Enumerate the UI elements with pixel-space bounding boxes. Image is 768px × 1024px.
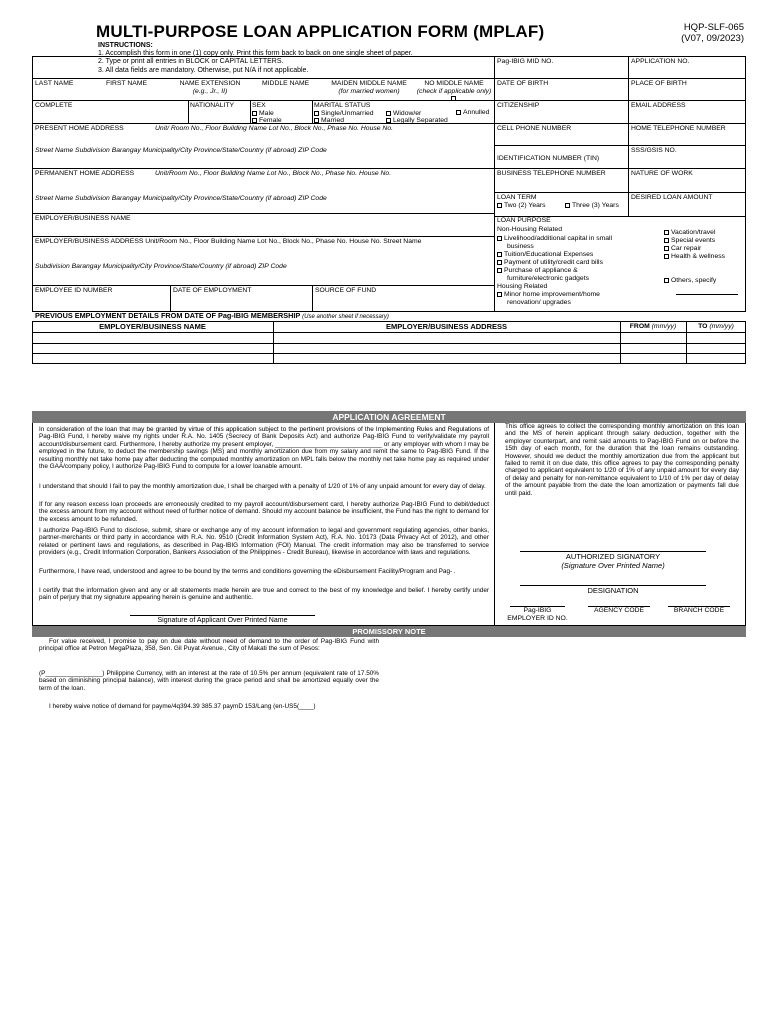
two-years-checkbox[interactable] (497, 203, 502, 208)
male-label: Male (259, 110, 274, 117)
purpose-utility[interactable] (497, 259, 603, 267)
annulled-label: Annulled (463, 109, 490, 116)
label-name-extension (170, 80, 250, 95)
label-employer-name: EMPLOYER/BUSINESS NAME (35, 215, 131, 222)
livelihood-label: Livelihood/additional capital in small (504, 235, 613, 242)
label-date-of-employment: DATE OF EMPLOYMENT (173, 287, 252, 294)
others-label: Others, specify (671, 277, 717, 284)
promissory-paragraph-1: For value received, I promise to pay on due date without need of demand to the order of Pag-IBIG Fund with principal office at Petron MegaPlaza, 358, Sen. Gil Puyat Avenue., City of Makati the sum of Pesos: (39, 638, 379, 653)
label-marital-status: MARITAL STATUS (314, 102, 371, 109)
agreement-paragraph-4: I authorize Pag-IBIG Fund to disclose, submit, share or exchange any of my account information to legal and government regulating agencies, other banks, partner-merchants or third party in accordance with R.A. No. 9510 (Credit Information System Act), R.A. No. 10173 (Data Privacy Act of 2012), and other related or pertinent laws and regulations, as described in Pag-IBIG Information (FOI) Manual. The credit information may also be transferred to service providers (e.g., Credit Information Corporation, Bankers Association of the Philippines - Credit Bureau), likewise in accordance with laws and regulations. (39, 527, 489, 557)
male-checkbox[interactable] (252, 111, 257, 116)
previous-employment-title: PREVIOUS EMPLOYMENT DETAILS FROM DATE OF Pag-IBIG MEMBERSHIP (35, 311, 301, 320)
previous-employment-note: (Use another sheet if necessary) (302, 314, 389, 320)
single-label: Single/Unmarried (321, 110, 374, 117)
divider (494, 192, 746, 193)
no-middle-hint: (check if applicable only) (416, 87, 492, 95)
divider (250, 100, 251, 123)
agreement-paragraph-6: I certify that the information given and any or all statements made herein are true and correct to the best of my knowledge and belief. I hereby certify under pain of perjury that my signature appearing herein is genuine and authentic. (39, 587, 489, 602)
label-date-of-birth: DATE OF BIRTH (497, 80, 549, 87)
female-label: Female (259, 117, 282, 124)
label-maiden-middle-name (324, 80, 414, 95)
label-employer-address: EMPLOYER/BUSINESS ADDRESS Unit/Room No., Floor Building Name Lot No., Block No., Phase No. House No. Street Name (35, 238, 422, 245)
col-from (620, 323, 686, 331)
col-from-label: FROM (629, 323, 650, 330)
no-middle-text: NO MIDDLE NAME (424, 80, 484, 87)
agreement-paragraph-2: I understand that should I fail to pay the monthly amortization due, I shall be charged with a penalty of 1/20 of 1% of any unpaid amount for every day of delay. (39, 483, 486, 490)
purpose-appliance[interactable] (497, 267, 578, 275)
present-address-parts-1: Unit/ Room No., Floor Building Name Lot No., Block No., Phase No. House No. (155, 125, 393, 132)
divider (494, 423, 495, 626)
divider (32, 332, 746, 333)
widow-label: Widow/er (393, 110, 422, 117)
female-checkbox[interactable] (252, 118, 257, 123)
appliance-checkbox[interactable] (497, 268, 502, 273)
divider (170, 285, 171, 312)
present-address-parts-2: Street Name Subdivision Barangay Municipality/City Province/State/Country (if abroad) ZIP Code (35, 147, 327, 154)
home-improvement-checkbox[interactable] (497, 292, 502, 297)
designation-label: DESIGNATION (587, 586, 639, 595)
annulled-checkbox[interactable] (456, 110, 461, 115)
others-checkbox[interactable] (664, 278, 669, 283)
divider (188, 100, 189, 123)
purpose-home-improvement-2: renovation/ upgrades (507, 299, 571, 306)
marital-married-option[interactable] (314, 117, 344, 125)
agreement-paragraph-1: In consideration of the loan that may be granted by virtue of this application subject to the pertinent provisions of the Implementing Rules and Regulations of Pag-IBIG Fund, I hereby waive my rights under R.A. No. 1405 (Secrecy of Bank Deposits Act) and authorize Pag-IBIG Fund to verify/validate my payroll account/disbursement card. Furthermore, I hereby authorize my present employer, ______________________________ or any employer with whom I may be employed in the future, to deduct the membership savings (MS) and monthly amortization due from my salary and remit the same to Pag-IBIG Fund. If the resulting monthly net take home pay after deducting the computed monthly amortization on MPL falls below the monthly net take home pay as required under the GAA/company policy, I authorize Pag-IBIG Fund to compute for a lower loanable amount. (39, 426, 489, 471)
divider (494, 123, 746, 124)
branch-code-label: BRANCH CODE (673, 607, 725, 614)
employer-id-label-1: Pag-IBIG (523, 607, 552, 614)
tuition-label: Tuition/Educational Expenses (504, 251, 594, 258)
livelihood-checkbox[interactable] (497, 236, 502, 241)
label-cell-phone: CELL PHONE NUMBER (497, 125, 572, 132)
signature-label: Signature of Applicant Over Printed Name (157, 617, 288, 624)
label-place-of-birth: PLACE OF BIRTH (631, 80, 687, 87)
col-from-unit: (mm/yy) (651, 323, 677, 330)
label-loan-term: LOAN TERM (497, 194, 537, 201)
label-complete: COMPLETE (35, 102, 73, 109)
label-employee-id: EMPLOYEE ID NUMBER (35, 287, 113, 294)
agreement-paragraph-3: If for any reason excess loan proceeds are erroneously credited to my payroll account/disbursement card, I hereby authorize Pag-IBIG Fund to debit/deduct the excess amount from my account without need of further notice of demand. Should my account balance be insufficient, the Fund has the right to demand for the excess amount to be refunded. (39, 501, 489, 523)
form-version: (V07, 09/2023) (681, 33, 744, 44)
purpose-vacation[interactable] (664, 229, 715, 237)
appliance-label: Purchase of appliance & (504, 267, 578, 274)
employer-agreement-text: This office agrees to collect the corresponding monthly amortization on this loan and the MS of herein applicant through salary deduction, together with the employer counterpart, and remit said amounts to Pag-IBIG Fund on or before the 15th day of each month, for the duration that the loan remains outstanding. However, should we deduct the monthly amortization due from the applicant but failed to remit it on due date, this office agrees to pay the corresponding penalty charged to applicant equivalent to 1/20 of 1% of any unpaid amount for every day of delay and penalty for non-remittance equivalent to 1/10 of 1% per day of delay of the amount payable from the date the loan amortization or payments fall due until paid. (505, 423, 739, 497)
form-code (681, 22, 744, 44)
label-last-name: LAST NAME (35, 80, 74, 87)
promissory-heading: PROMISSORY NOTE (32, 626, 746, 637)
label-present-home-address: PRESENT HOME ADDRESS (35, 125, 124, 132)
label-source-of-fund: SOURCE OF FUND (315, 287, 377, 294)
label-nature-of-work: NATURE OF WORK (631, 170, 693, 177)
employer-id-label (500, 607, 575, 622)
label-permanent-home-address: PERMANENT HOME ADDRESS (35, 170, 135, 177)
form-title: MULTI-PURPOSE LOAN APPLICATION FORM (MPLAF) (96, 22, 545, 41)
health-label: Health & wellness (671, 253, 726, 260)
events-checkbox[interactable] (664, 238, 669, 243)
purpose-others[interactable] (664, 277, 716, 285)
three-years-label: Three (3) Years (572, 202, 619, 209)
sex-female-option[interactable] (252, 117, 282, 125)
col-employer-name: EMPLOYER/BUSINESS NAME (99, 322, 206, 331)
col-to-label: TO (698, 323, 708, 330)
label-application-no: APPLICATION NO. (631, 58, 690, 65)
purpose-livelihood-2: business (507, 243, 534, 250)
loan-term-3-option[interactable] (565, 202, 619, 210)
col-to-unit: (mm/yy) (709, 323, 734, 330)
agency-code-label: AGENCY CODE (593, 607, 645, 614)
utility-label: Payment of utility/credit card bills (504, 259, 603, 266)
label-sss: SSS/GSIS NO. (631, 147, 677, 154)
married-label: Married (321, 117, 345, 124)
marital-annulled-option[interactable] (456, 109, 489, 117)
employer-address-parts-2: Subdivision Barangay Municipality/City Province/State/Country (if abroad) ZIP Code (35, 263, 287, 270)
divider (32, 285, 494, 286)
label-pagibig-mid: Pag-IBIG MID NO. (497, 58, 554, 65)
permanent-address-parts-2: Street Name Subdivision Barangay Municipality/City Province/State/Country (if abroad) ZIP Code (35, 195, 327, 202)
widow-checkbox[interactable] (386, 111, 391, 116)
promissory-paragraph-3: I hereby waive notice of demand for payme/4q394.39 385.37 paymD 153/Lang (en-US5(____) (49, 703, 316, 710)
label-citizenship: CITIZENSHIP (497, 102, 540, 109)
label-business-phone: BUSINESS TELEPHONE NUMBER (497, 170, 606, 177)
divider (494, 78, 746, 79)
three-years-checkbox[interactable] (565, 203, 570, 208)
label-first-name: FIRST NAME (106, 80, 148, 87)
label-loan-purpose: LOAN PURPOSE (497, 217, 551, 224)
non-housing-label: Non-Housing Related (497, 226, 562, 233)
two-years-label: Two (2) Years (504, 202, 546, 209)
label-sex: SEX (252, 102, 266, 109)
promissory-paragraph-2: (P________________) Philippine Currency, with an interest at the rate of 10.5% per annum (equivalent rate of 17.50% based on diminishing principal balance), with interest during the grace period and shall be amortized equally over the term of the loan. (39, 670, 379, 692)
utility-checkbox[interactable] (497, 260, 502, 265)
divider (494, 168, 746, 169)
instruction-2: 2. Type or print all entries in BLOCK or CAPITAL LETTERS. (98, 58, 284, 66)
health-checkbox[interactable] (664, 254, 669, 259)
purpose-livelihood[interactable] (497, 235, 612, 243)
label-no-middle-name (416, 80, 492, 103)
purpose-tuition[interactable] (497, 251, 593, 259)
col-employer-address: EMPLOYER/BUSINESS ADDRESS (386, 322, 507, 331)
separated-checkbox[interactable] (386, 118, 391, 123)
divider (32, 353, 746, 354)
others-specify-line[interactable] (676, 294, 738, 295)
separated-label: Legally Separated (393, 117, 448, 124)
signature-line[interactable] (130, 615, 315, 616)
married-checkbox[interactable] (314, 118, 319, 123)
housing-label: Housing Related (497, 283, 548, 290)
form-code-number: HQP-SLF-065 (683, 22, 744, 33)
divider (32, 236, 494, 237)
divider (32, 168, 494, 169)
divider (32, 343, 746, 344)
divider (312, 100, 313, 123)
signature-over-name-label: (Signature Over Printed Name) (561, 561, 665, 570)
divider (494, 145, 746, 146)
agreement-paragraph-5: Furthermore, I have read, understood and agree to be bound by the terms and conditions governing the eDisbursement Facility/Program and Pag- . (39, 568, 456, 575)
employer-id-label-2: EMPLOYER ID NO. (507, 614, 568, 622)
label-desired-loan: DESIRED LOAN AMOUNT (631, 194, 713, 201)
label-nationality: NATIONALITY (190, 102, 235, 109)
instruction-3: 3. All data fields are mandatory. Otherwise, put N/A if not applicable. (98, 66, 309, 74)
purpose-health[interactable] (664, 253, 725, 261)
divider (312, 285, 313, 312)
single-checkbox[interactable] (314, 111, 319, 116)
label-middle-name: MIDDLE NAME (262, 80, 310, 87)
marital-separated-option[interactable] (386, 117, 448, 125)
no-middle-name-checkbox[interactable] (451, 96, 456, 101)
vacation-checkbox[interactable] (664, 230, 669, 235)
divider (494, 56, 495, 312)
col-to (686, 323, 746, 331)
purpose-events[interactable] (664, 237, 715, 245)
tuition-checkbox[interactable] (497, 252, 502, 257)
instruction-1: 1. Accomplish this form in one (1) copy only. Print this form back to back on one single sheet of paper. (98, 50, 413, 58)
purpose-appliance-2: furniture/electronic gadgets (507, 275, 589, 282)
purpose-car[interactable] (664, 245, 701, 253)
home-improvement-label: Minor home improvement/home (504, 291, 600, 298)
name-extension-hint: (e.g., Jr., II) (192, 87, 228, 95)
label-home-phone: HOME TELEPHONE NUMBER (631, 125, 726, 132)
name-extension-text: NAME EXTENSION (179, 80, 241, 87)
divider (32, 78, 494, 79)
instructions-label: INSTRUCTIONS: (98, 42, 153, 49)
permanent-address-parts-1: Unit/Room No., Floor Building Name Lot No., Block No., Phase No. House No. (155, 170, 392, 177)
label-tin: IDENTIFICATION NUMBER (TIN) (497, 155, 600, 162)
loan-term-2-option[interactable] (497, 202, 546, 210)
agreement-heading: APPLICATION AGREEMENT (32, 411, 746, 423)
purpose-home-improvement[interactable] (497, 291, 600, 299)
label-email: EMAIL ADDRESS (631, 102, 686, 109)
maiden-hint: (for married women) (338, 87, 400, 95)
car-label: Car repair (671, 245, 702, 252)
divider (494, 100, 746, 101)
authorized-signatory-label: AUTHORIZED SIGNATORY (565, 552, 661, 561)
vacation-label: Vacation/travel (671, 229, 716, 236)
divider (32, 213, 494, 214)
events-label: Special events (671, 237, 716, 244)
maiden-middle-text: MAIDEN MIDDLE NAME (331, 80, 407, 87)
car-checkbox[interactable] (664, 246, 669, 251)
